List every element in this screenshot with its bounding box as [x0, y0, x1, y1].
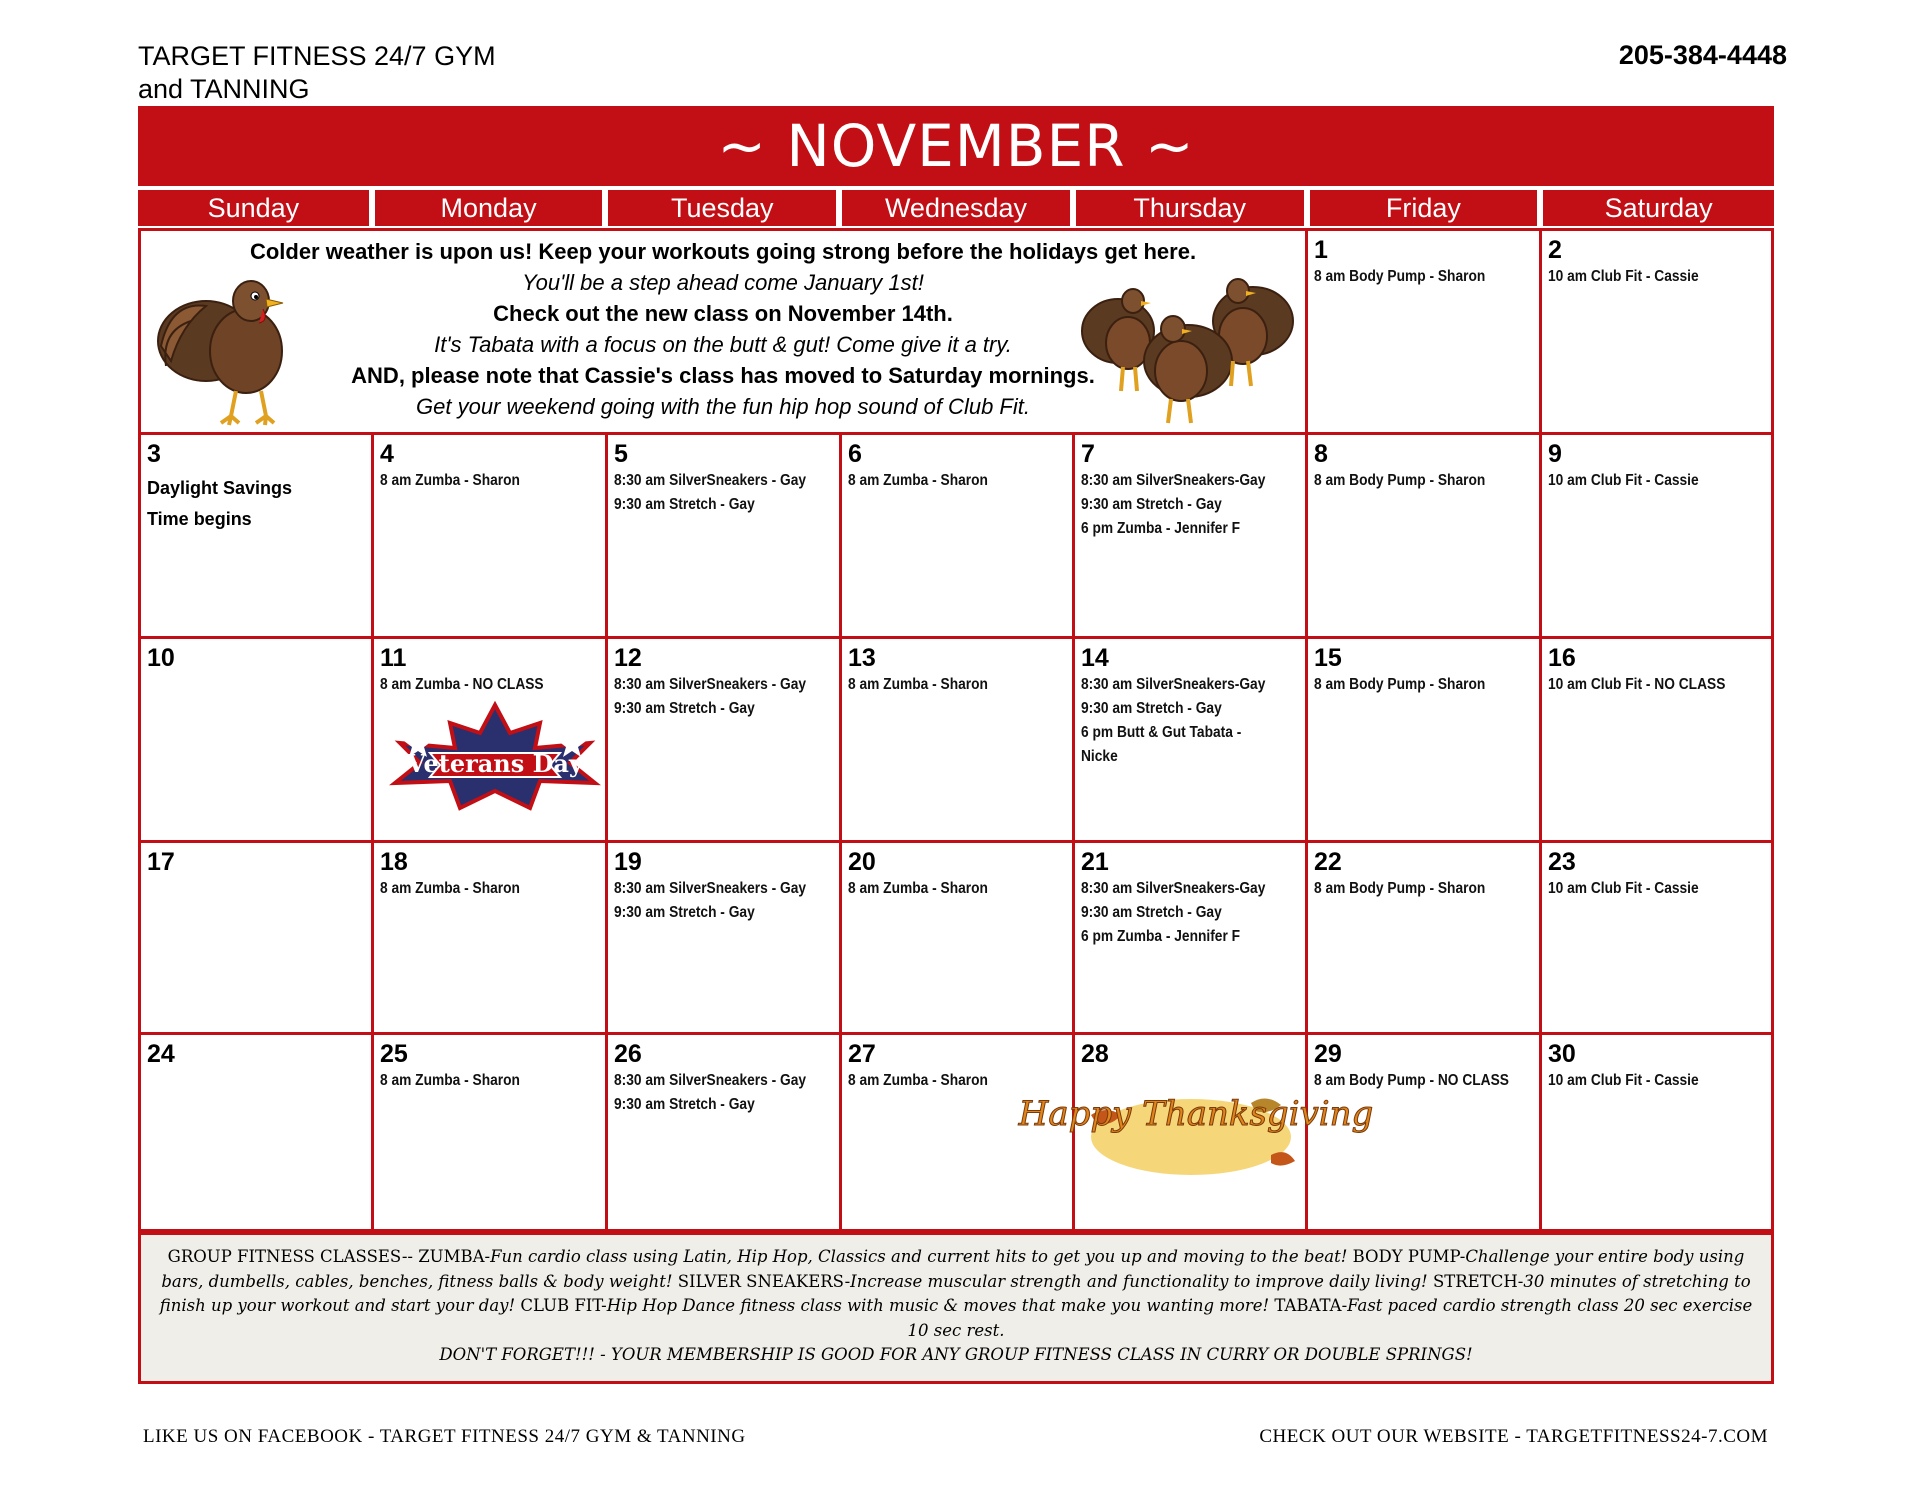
day-cell-17	[141, 843, 374, 1035]
day-number: 11	[380, 644, 407, 672]
class-entry: 9:30 am Stretch - Gay	[1081, 700, 1222, 717]
message-line-1: Colder weather is upon us! Keep your workouts going strong before the holidays get here.	[249, 239, 1197, 264]
day-cell-12	[608, 639, 842, 843]
day-number: 28	[1081, 1040, 1109, 1068]
day-cell-19	[608, 843, 842, 1035]
class-entry: 8:30 am SilverSneakers-Gay	[1081, 676, 1266, 693]
class-entry: 8:30 am SilverSneakers - Gay	[614, 676, 806, 693]
class-desc-stretch: 30 minutes of stretching to finish up your workout and start your day!	[159, 1271, 1751, 1315]
day-number: 21	[1081, 848, 1109, 876]
day-cell-24	[141, 1035, 374, 1229]
day-number: 18	[380, 848, 408, 876]
class-entry: 8:30 am SilverSneakers-Gay	[1081, 472, 1266, 489]
day-note-line-2: Time begins	[147, 509, 252, 529]
day-number: 6	[848, 440, 862, 468]
day-number: 26	[614, 1040, 642, 1068]
class-entry: 8:30 am SilverSneakers - Gay	[614, 1072, 806, 1089]
day-number: 20	[848, 848, 876, 876]
day-cell-16	[1542, 639, 1771, 843]
weekday-wednesday: Wednesday	[842, 190, 1070, 226]
day-number: 29	[1314, 1040, 1342, 1068]
facebook-note: LIKE US ON FACEBOOK - TARGET FITNESS 24/7 GYM & TANNING	[143, 1426, 746, 1447]
class-desc-stretch-label: STRETCH-	[1427, 1271, 1524, 1291]
class-entry: 8 am Zumba - Sharon	[848, 880, 988, 897]
day-number: 8	[1314, 440, 1328, 468]
message-line-4: It's Tabata with a focus on the butt & gut! Come give it a try.	[434, 332, 1012, 357]
class-entry: 8 am Body Pump - NO CLASS	[1314, 1072, 1509, 1089]
day-number: 12	[614, 644, 642, 672]
day-number: 24	[147, 1040, 175, 1068]
day-number: 19	[614, 848, 642, 876]
day-number: 14	[1081, 644, 1109, 672]
gym-name	[138, 40, 496, 106]
class-entry: 9:30 am Stretch - Gay	[614, 904, 755, 921]
happy-thanksgiving-graphic	[1018, 1075, 1374, 1195]
day-cell-18	[374, 843, 608, 1035]
class-entry: 8 am Zumba - Sharon	[380, 880, 520, 897]
weekday-header-row	[138, 190, 1774, 226]
day-number: 17	[147, 848, 175, 876]
class-entry: 9:30 am Stretch - Gay	[614, 1096, 755, 1113]
day-cell-4	[374, 435, 608, 639]
veterans-day-badge	[390, 703, 600, 813]
class-entry: 10 am Club Fit - Cassie	[1548, 880, 1699, 897]
day-cell-7	[1075, 435, 1308, 639]
class-entry: 6 pm Zumba - Jennifer F	[1081, 928, 1241, 945]
class-entry: 8 am Zumba - NO CLASS	[380, 676, 544, 693]
day-cell-26	[608, 1035, 842, 1229]
day-number: 4	[380, 440, 394, 468]
class-desc-bodypump-label: BODY PUMP-	[1347, 1247, 1466, 1266]
class-entry: 10 am Club Fit - Cassie	[1548, 472, 1699, 489]
membership-reminder: DON'T FORGET!!! - YOUR MEMBERSHIP IS GOOD FOR ANY GROUP FITNESS CLASS IN CURRY OR DOUBLE SPRINGS!	[439, 1345, 1473, 1364]
website-note: CHECK OUT OUR WEBSITE - TARGETFITNESS24-7.COM	[1259, 1426, 1768, 1447]
weekday-monday: Monday	[375, 190, 603, 226]
class-entry: 8 am Body Pump - Sharon	[1314, 472, 1486, 489]
day-number: 25	[380, 1040, 408, 1068]
day-note	[147, 473, 365, 535]
class-entry: 8 am Body Pump - Sharon	[1314, 268, 1486, 285]
day-number: 22	[1314, 848, 1342, 876]
veterans-day-text: Veterans Day	[407, 749, 583, 778]
day-cell-3	[141, 435, 374, 639]
day-cell-22	[1308, 843, 1542, 1035]
weekday-sunday: Sunday	[138, 190, 369, 226]
class-entry: 6 pm Butt & Gut Tabata -	[1081, 724, 1242, 741]
month-title: ~ NOVEMBER ~	[138, 106, 1774, 186]
day-number: 3	[147, 440, 161, 468]
class-entry: 8 am Zumba - Sharon	[380, 472, 520, 489]
day-cell-25	[374, 1035, 608, 1229]
weekday-friday: Friday	[1310, 190, 1538, 226]
class-entry: 10 am Club Fit - Cassie	[1548, 268, 1699, 285]
class-entry: 8:30 am SilverSneakers-Gay	[1081, 880, 1266, 897]
class-entry: 8:30 am SilverSneakers - Gay	[614, 472, 806, 489]
day-cell-2	[1542, 231, 1771, 435]
class-desc-zumba-label: GROUP FITNESS CLASSES-- ZUMBA-	[167, 1247, 491, 1266]
day-cell-29	[1308, 1035, 1542, 1229]
class-entry: 10 am Club Fit - Cassie	[1548, 1072, 1699, 1089]
class-desc-bodypump: Challenge your entire body using bars, dumbells, cables, benches, fitness balls & body weight!	[161, 1247, 1745, 1291]
message-line-3: Check out the new class on November 14th.	[493, 301, 953, 326]
day-cell-8	[1308, 435, 1542, 639]
day-cell-23	[1542, 843, 1771, 1035]
class-entry: 9:30 am Stretch - Gay	[614, 496, 755, 513]
weekday-thursday: Thursday	[1076, 190, 1304, 226]
class-entry: 8:30 am SilverSneakers - Gay	[614, 880, 806, 897]
happy-thanksgiving-text: Happy Thanksgiving	[1018, 1094, 1374, 1134]
day-note-line-1: Daylight Savings	[147, 478, 293, 498]
gym-name-line1: TARGET FITNESS 24/7 GYM	[138, 41, 496, 71]
message-cell	[141, 231, 1308, 435]
day-number: 7	[1081, 440, 1095, 468]
day-cell-6	[842, 435, 1075, 639]
message-line-2: You'll be a step ahead come January 1st!	[522, 270, 924, 295]
class-entry: 8 am Zumba - Sharon	[380, 1072, 520, 1089]
day-number: 5	[614, 440, 628, 468]
class-entry: 6 pm Zumba - Jennifer F	[1081, 520, 1241, 537]
day-number: 15	[1314, 644, 1342, 672]
class-entry: Nicke	[1081, 748, 1118, 765]
class-entry: 8 am Body Pump - Sharon	[1314, 676, 1486, 693]
day-cell-11	[374, 639, 608, 843]
class-entry: 9:30 am Stretch - Gay	[614, 700, 755, 717]
class-entry: 8 am Body Pump - Sharon	[1314, 880, 1486, 897]
class-desc-silversneakers-label: SILVER SNEAKERS-	[672, 1271, 851, 1291]
day-number: 10	[147, 644, 175, 672]
day-number: 9	[1548, 440, 1562, 468]
calendar-grid	[138, 228, 1774, 1232]
class-desc-clubfit-label: CLUB FIT-	[515, 1296, 607, 1315]
day-number: 30	[1548, 1040, 1576, 1068]
class-desc-silversneakers: Increase muscular strength and functionality to improve daily living!	[850, 1271, 1428, 1291]
class-desc-clubfit: Hip Hop Dance fitness class with music & moves that make you wanting more!	[606, 1296, 1270, 1315]
weekday-tuesday: Tuesday	[608, 190, 836, 226]
day-number: 27	[848, 1040, 876, 1068]
day-number: 23	[1548, 848, 1576, 876]
day-cell-14	[1075, 639, 1308, 843]
turkeys-group-illustration	[1073, 261, 1303, 431]
weekday-saturday: Saturday	[1543, 190, 1774, 226]
message-line-5: AND, please note that Cassie's class has moved to Saturday mornings.	[351, 363, 1095, 388]
class-entry: 8 am Zumba - Sharon	[848, 1072, 988, 1089]
message-line-6: Get your weekend going with the fun hip hop sound of Club Fit.	[416, 394, 1030, 419]
class-desc-zumba: Fun cardio class using Latin, Hip Hop, Classics and current hits to get you up and moving to the beat!	[490, 1247, 1348, 1266]
class-descriptions	[138, 1232, 1774, 1384]
day-cell-21	[1075, 843, 1308, 1035]
day-cell-15	[1308, 639, 1542, 843]
class-entry: 9:30 am Stretch - Gay	[1081, 496, 1222, 513]
day-number: 13	[848, 644, 876, 672]
day-cell-10	[141, 639, 374, 843]
day-cell-1	[1308, 231, 1542, 435]
turkey-illustration	[151, 251, 321, 431]
gym-name-line2: and TANNING	[138, 74, 310, 104]
class-entry: 8 am Zumba - Sharon	[848, 472, 988, 489]
class-desc-tabata: Fast paced cardio strength class 20 sec exercise 10 sec rest.	[907, 1296, 1753, 1340]
day-cell-30	[1542, 1035, 1771, 1229]
class-desc-tabata-label: TABATA-	[1269, 1296, 1348, 1315]
day-number: 1	[1314, 236, 1328, 264]
phone-number: 205-384-4448	[1618, 40, 1787, 70]
day-number: 16	[1548, 644, 1576, 672]
class-entry: 10 am Club Fit - NO CLASS	[1548, 676, 1726, 693]
day-cell-20	[842, 843, 1075, 1035]
class-entry: 9:30 am Stretch - Gay	[1081, 904, 1222, 921]
day-number: 2	[1548, 236, 1562, 264]
day-cell-5	[608, 435, 842, 639]
day-cell-13	[842, 639, 1075, 843]
day-cell-9	[1542, 435, 1771, 639]
class-entry: 8 am Zumba - Sharon	[848, 676, 988, 693]
